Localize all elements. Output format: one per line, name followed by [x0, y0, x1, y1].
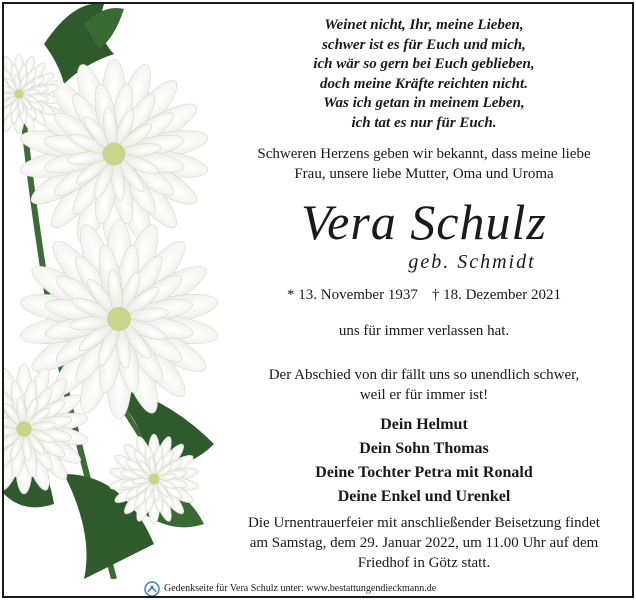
poem-line: Weinet nicht, Ihr, meine Lieben,: [324, 17, 524, 33]
passed-away-text: uns für immer verlassen hat.: [338, 323, 510, 339]
poem-line: schwer ist es für Euch und mich,: [322, 36, 526, 53]
life-dates: [224, 285, 624, 305]
memorial-page-footer: [144, 581, 624, 597]
farewell-line: weil er für immer ist!: [359, 387, 489, 403]
mourner: Deine Tochter Petra mit Ronald: [315, 464, 533, 481]
deceased-name: Vera Schulz: [301, 194, 547, 250]
birth-date: * 13. November 1937: [287, 287, 418, 303]
poem-line: Was ich getan in meinem Leben,: [323, 95, 525, 111]
poem-line: ich tat es nur für Euch.: [351, 114, 497, 131]
funeral-line: Friedhof in Götz statt.: [357, 555, 491, 571]
mourners-list: [224, 413, 624, 509]
farewell-line: Der Abschied von dir fällt uns so unendlich schwer,: [268, 367, 580, 383]
funeral-line: am Samstag, dem 29. Januar 2022, um 11.00 Uhr auf dem: [249, 535, 599, 551]
intro-line: Schweren Herzens geben wir bekannt, dass meine liebe: [257, 146, 591, 162]
funeral-details: [224, 513, 624, 573]
announcement-intro: [224, 144, 624, 184]
memorial-logo-icon: [144, 581, 160, 597]
intro-line: Frau, unsere liebe Mutter, Oma und Uroma: [294, 166, 554, 182]
mourner: Dein Helmut: [380, 416, 468, 433]
obituary-card: [2, 2, 634, 598]
maiden-name: geb. Schmidt: [408, 251, 536, 273]
poem-line: doch meine Kräfte reichten nicht.: [320, 75, 528, 92]
chrysanthemum-flowers-image: [4, 4, 234, 579]
farewell-text: [224, 365, 624, 405]
mourner: Deine Enkel und Urenkel: [337, 488, 511, 505]
poem-line: ich wär so gern bei Euch geblieben,: [313, 56, 535, 72]
poem: [224, 16, 624, 133]
funeral-line: Die Urnentrauerfeier mit anschließender Beisetzung findet: [248, 515, 600, 531]
memorial-page-link[interactable]: Gedenkseite für Vera Schulz unter: www.bestattungendieckmann.de: [164, 583, 437, 594]
death-date: † 18. Dezember 2021: [431, 287, 561, 303]
mourner: Dein Sohn Thomas: [359, 440, 489, 457]
